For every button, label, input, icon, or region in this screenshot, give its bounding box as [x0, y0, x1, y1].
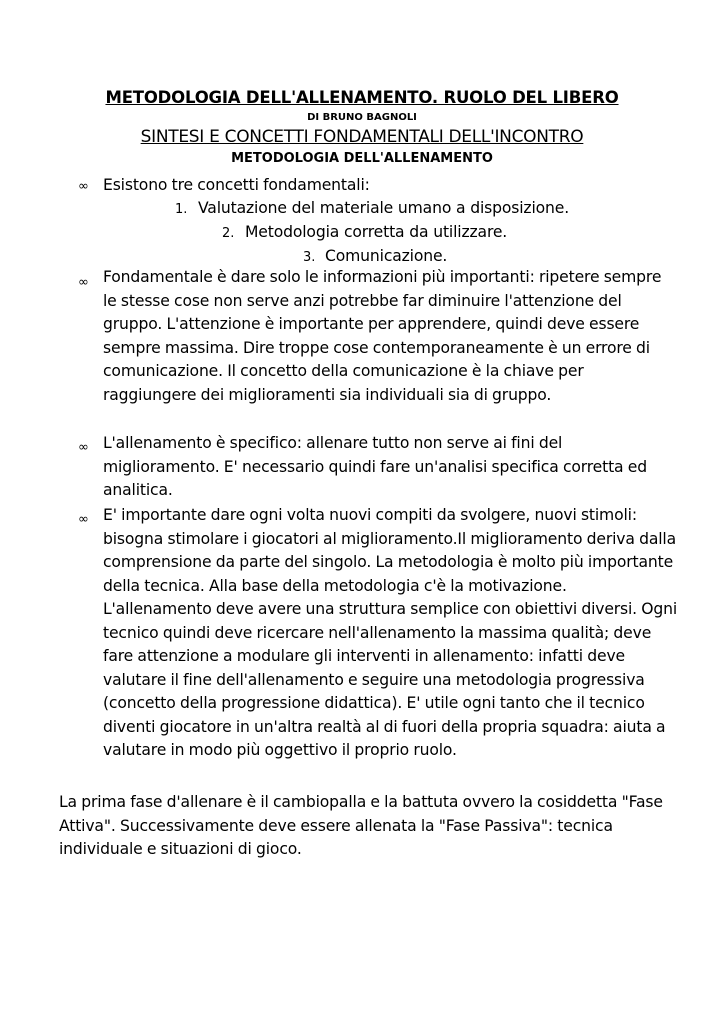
- numbered-item-text: Metodologia corretta da utilizzare.: [245, 223, 508, 241]
- numbered-item-number: 1.: [175, 202, 188, 217]
- section-heading: METODOLOGIA DELL'ALLENAMENTO: [231, 151, 493, 166]
- numbered-item-number: 3.: [303, 250, 316, 265]
- bullet-item: E' importante dare ogni volta nuovi compiti da svolgere, nuovi stimoli: bisogna stimolare i giocatori al miglioramento.Il miglioramento deriva dalla comprensione da parte del singolo. La metodologia è molto più importante della tecnica. Alla base della metodologia c'è la motivazione. L'allenamento deve avere una struttura semplice con obiettivi diversi. Ogni tecnico quindi deve ricercare nell'allenamento la massima qualità; deve fare attenzione a modulare gli interventi in allenamento: infatti deve valutare il fine dell'allenamento e seguire una metodologia progressiva (concetto della progressione didattica). E' utile ogni tanto che il tecnico diventi giocatore in un'altra realtà al di fuori della propria squadra: aiuta a valutare in modo più oggettivo il proprio ruolo.: [103, 506, 678, 759]
- bullet-item: Fondamentale è dare solo le informazioni più importanti: ripetere sempre le stesse cose non serve anzi potrebbe far diminuire l'attenzione del gruppo. L'attenzione è importante per apprendere, quindi deve essere sempre massima. Dire troppe cose contemporaneamente è un errore di comunicazione. Il concetto della comunicazione è la chiave per raggiungere dei miglioramenti sia individuali sia di gruppo.: [103, 268, 662, 404]
- numbered-item-text: Valutazione del materiale umano a disposizione.: [198, 199, 570, 217]
- author-line: DI BRUNO BAGNOLI: [307, 112, 417, 123]
- bullet-item: Esistono tre concetti fondamentali:: [103, 176, 370, 194]
- closing-paragraph: La prima fase d'allenare è il cambiopalla e la battuta ovvero la cosiddetta "Fase Attiva". Successivamente deve essere allenata la "Fase Passiva": tecnica individuale e situazioni di gioco.: [59, 793, 663, 858]
- bullet-item: L'allenamento è specifico: allenare tutto non serve ai fini del miglioramento. E' necessario quindi fare un'analisi specifica corretta ed analitica.: [103, 434, 647, 499]
- document-title: METODOLOGIA DELL'ALLENAMENTO. RUOLO DEL LIBERO: [105, 88, 619, 107]
- infinity-bullet-icon: ∞: [78, 440, 89, 455]
- infinity-bullet-icon: ∞: [78, 179, 89, 194]
- infinity-bullet-icon: ∞: [78, 512, 89, 527]
- document-subtitle: SINTESI E CONCETTI FONDAMENTALI DELL'INCONTRO: [140, 127, 584, 147]
- numbered-item-number: 2.: [222, 226, 235, 241]
- infinity-bullet-icon: ∞: [78, 275, 89, 290]
- numbered-item-text: Comunicazione.: [325, 247, 448, 265]
